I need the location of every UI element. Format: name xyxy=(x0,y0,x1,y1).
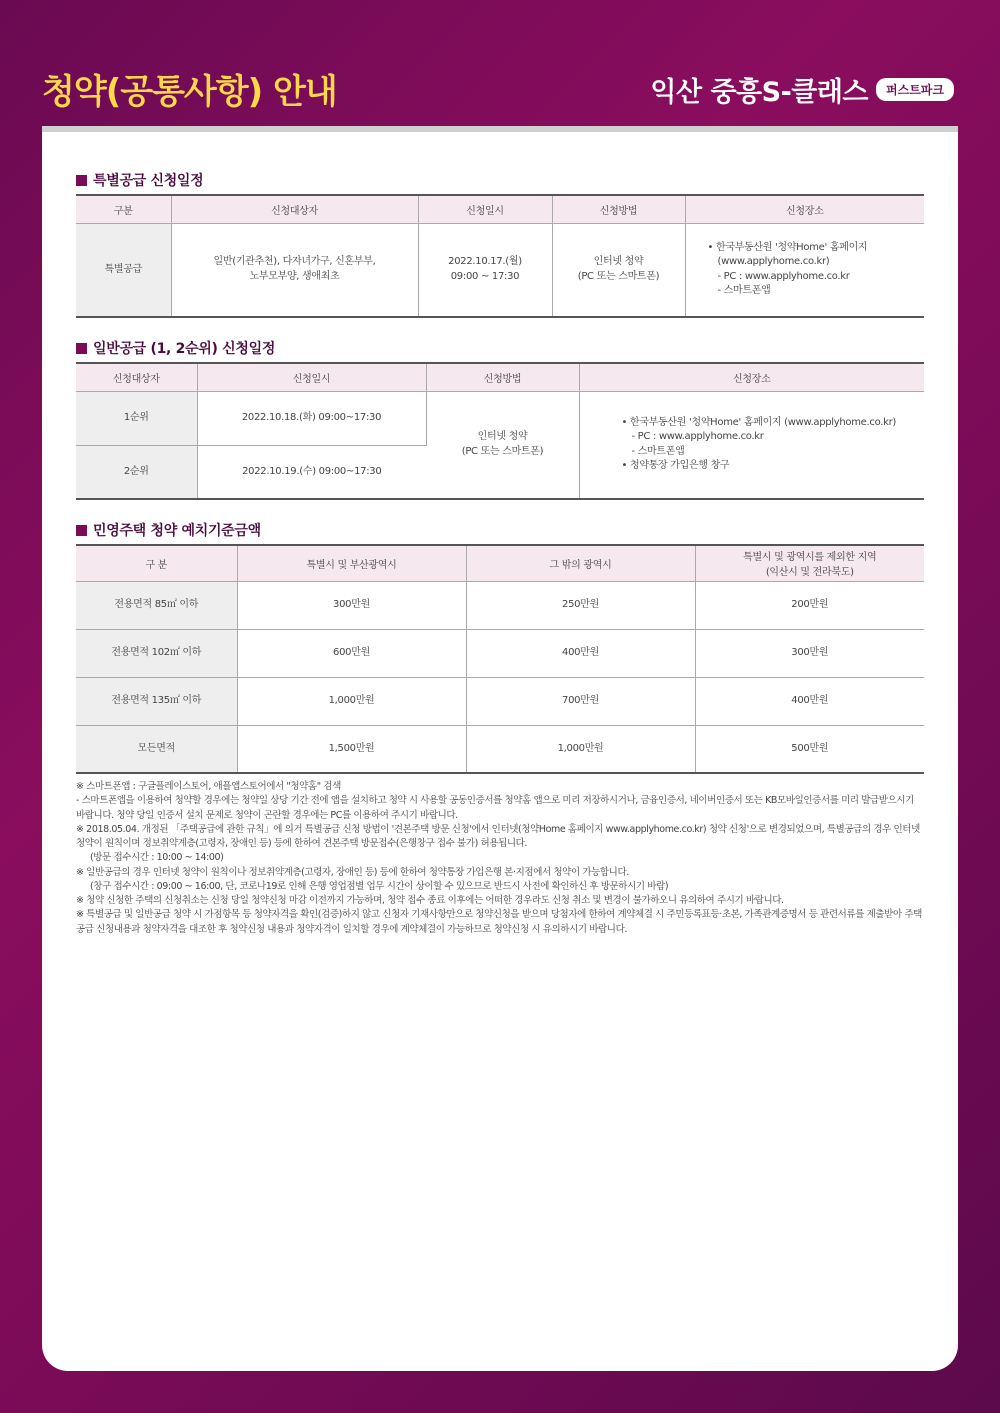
table-header: 구 분 xyxy=(76,545,237,581)
brand-badge: 퍼스트파크 xyxy=(876,78,954,101)
brand-logo xyxy=(650,70,954,109)
table-cell: 200만원 xyxy=(695,581,924,629)
table-header: 구분 xyxy=(76,195,171,223)
table-cell: 2022.10.18.(화) 09:00~17:30 xyxy=(197,391,426,445)
table-header: 신청장소 xyxy=(685,195,924,223)
table-cell: 전용면적 135㎡ 이하 xyxy=(76,677,237,725)
table-cell: 모든면적 xyxy=(76,725,237,773)
table-cell: 1,000만원 xyxy=(466,725,695,773)
table-cell: 600만원 xyxy=(237,629,466,677)
note-line: (창구 접수시간 : 09:00 ~ 16:00, 단, 코로나19로 인해 은행 영업점별 업무 시간이 상이할 수 있으므로 반드시 사전에 확인하신 후 방문하시기 바람) xyxy=(90,880,669,892)
section-title-general: 일반공급 (1, 2순위) 신청일정 xyxy=(76,338,924,358)
table-cell: 일반(기관추천), 다자녀가구, 신혼부부, 노부모부양, 생애최초 xyxy=(171,223,418,317)
table-cell: 1,500만원 xyxy=(237,725,466,773)
note-line: ※ 일반공급의 경우 인터넷 청약이 원칙이나 정보취약계층(고령자, 장애인 등) 등에 한하여 청약통장 가입은행 본·지점에서 청약이 가능합니다. xyxy=(76,866,629,878)
table-header: 신청방법 xyxy=(426,363,579,391)
table-cell: 1,000만원 xyxy=(237,677,466,725)
table-header: 특별시 및 부산광역시 xyxy=(237,545,466,581)
brand-name: 익산 중흥S-클래스 xyxy=(650,77,869,108)
table-cell: 400만원 xyxy=(695,677,924,725)
section-title-deposit: 민영주택 청약 예치기준금액 xyxy=(76,520,924,540)
note-line: ※ 스마트폰앱 : 구글플레이스토어, 애플앱스토어에서 "청약홈" 검색 xyxy=(76,781,341,792)
table-cell: 250만원 xyxy=(466,581,695,629)
table-cell: • 한국부동산원 '청약Home' 홈페이지 (www.applyhome.co.kr) - PC : www.applyhome.co.kr - 스마트폰앱 • 청약통장 가입은행 창구 xyxy=(579,391,924,499)
table-cell: 특별공급 xyxy=(76,223,171,317)
notes xyxy=(76,780,924,937)
table-header: 신청방법 xyxy=(552,195,685,223)
table-cell: 2순위 xyxy=(76,445,197,499)
table-header: 그 밖의 광역시 xyxy=(466,545,695,581)
table-header: 특별시 및 광역시를 제외한 지역 (익산시 및 전라북도) xyxy=(695,545,924,581)
table-cell: 2022.10.17.(월) 09:00 ~ 17:30 xyxy=(418,223,552,317)
table-cell: 400만원 xyxy=(466,629,695,677)
general-schedule-table xyxy=(76,362,924,500)
table-cell: 300만원 xyxy=(237,581,466,629)
table-cell: 전용면적 102㎡ 이하 xyxy=(76,629,237,677)
table-cell: 300만원 xyxy=(695,629,924,677)
table-cell: 인터넷 청약 (PC 또는 스마트폰) xyxy=(552,223,685,317)
table-cell: • 한국부동산원 '청약Home' 홈페이지 (www.applyhome.co.kr) - PC : www.applyhome.co.kr - 스마트폰앱 xyxy=(685,223,924,317)
table-cell: 1순위 xyxy=(76,391,197,445)
note-line: ※ 2018.05.04. 개정된 「주택공급에 관한 규칙」에 의거 특별공급 신청 방법이 '견본주택 방문 신청'에서 인터넷(청약Home 홈페이지 www.applyhome.co.kr) 청약 신청'으로 변경되었으며, 특별공급의 경우 인터넷 청약이 원칙이며 정보취약계층(고령자, 장애인 등) 등에 한하여 견본주택 방문접수(은행창구 접수 불가) 허용됩니다. xyxy=(76,823,920,849)
note-line: - 스마트폰앱을 이용하여 청약할 경우에는 청약일 상당 기간 전에 앱을 설치하고 청약 시 사용할 공동인증서를 청약홈 앱으로 미리 저장하시거나, 금융인증서, 네이버인증서 또는 KB모바일인증서를 미리 발급받으시기 바랍니다. 청약 당일 인증서 설치 문제로 청약이 곤란할 경우에는 PC를 이용하여 주시기 바랍니다. xyxy=(76,795,914,821)
square-bullet-icon xyxy=(76,175,87,186)
square-bullet-icon xyxy=(76,525,87,536)
section-title-special: 특별공급 신청일정 xyxy=(76,170,924,190)
table-header: 신청일시 xyxy=(418,195,552,223)
note-line: ※ 청약 신청한 주택의 신청취소는 신청 당일 청약신청 마감 이전까지 가능하며, 청약 접수 종료 이후에는 어떠한 경우라도 신청 취소 및 변경이 불가하오니 유의하여 주시기 바랍니다. xyxy=(76,895,784,906)
table-header: 신청일시 xyxy=(197,363,426,391)
note-line: ※ 특별공급 및 일반공급 청약 시 가점항목 등 청약자격을 확인(검증)하지 않고 신청자 기재사항만으로 청약신청을 받으며 당첨자에 한하여 계약체결 시 주민등록표등·초본, 가족관계증명서 등 관련서류를 제출받아 주택공급 신청내용과 청약자격을 대조한 후 청약신청 내용과 청약자격이 일치할 경우에 계약체결이 가능하므로 청약신청 시 유의하시기 바랍니다. xyxy=(76,909,922,935)
special-schedule-table xyxy=(76,194,924,318)
deposit-table xyxy=(76,544,924,774)
table-cell: 2022.10.19.(수) 09:00~17:30 xyxy=(197,445,426,499)
square-bullet-icon xyxy=(76,343,87,354)
table-header: 신청대상자 xyxy=(76,363,197,391)
table-header: 신청대상자 xyxy=(171,195,418,223)
content-panel xyxy=(42,126,958,1371)
table-cell: 인터넷 청약 (PC 또는 스마트폰) xyxy=(426,391,579,499)
table-cell: 전용면적 85㎡ 이하 xyxy=(76,581,237,629)
page-title: 청약(공통사항) 안내 xyxy=(42,72,337,112)
table-header: 신청장소 xyxy=(579,363,924,391)
table-cell: 700만원 xyxy=(466,677,695,725)
note-line: (방문 접수시간 : 10:00 ~ 14:00) xyxy=(90,852,224,864)
table-cell: 500만원 xyxy=(695,725,924,773)
